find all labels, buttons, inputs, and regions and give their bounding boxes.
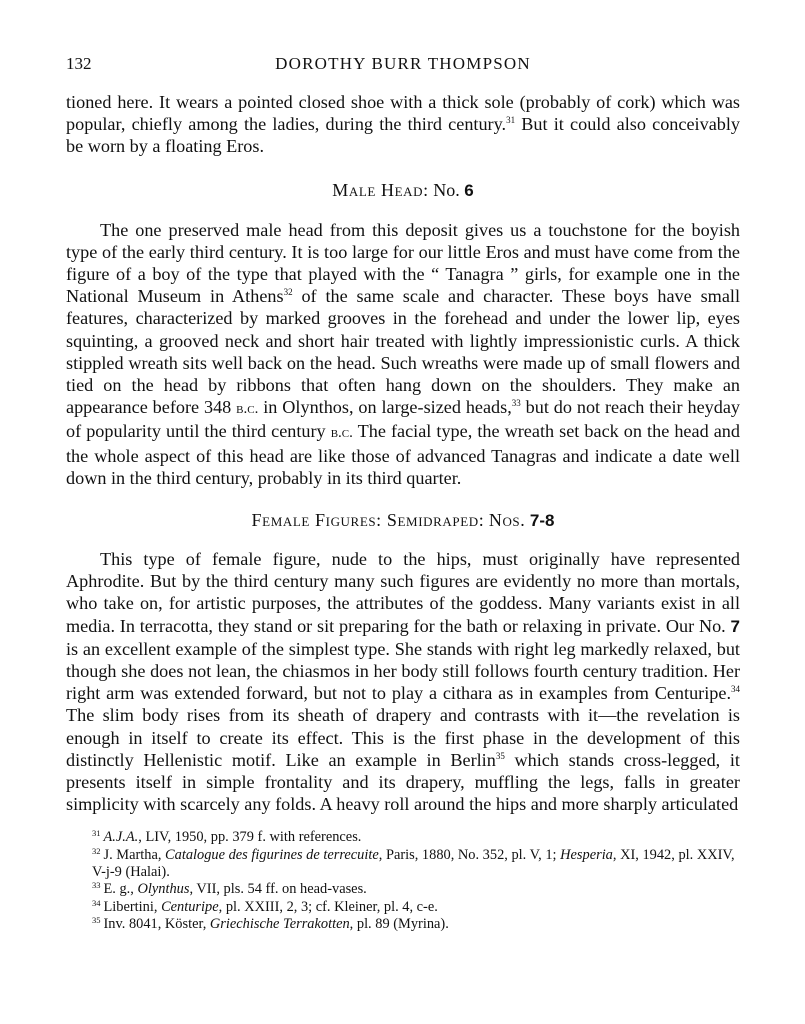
footnote-ref-31: 31	[506, 115, 516, 126]
paragraph-text: The one preserved male head from this deposit gives us a touchstone for the boyish type of the early third century. It is too large for our little Eros and must have come from the figure of a boy of the type that played with the “ Tanagra ” girls, for example one in the National Museum in Athens	[66, 219, 740, 307]
page-number: 132	[66, 54, 92, 73]
footnote-35	[92, 916, 740, 933]
running-head	[66, 50, 740, 74]
heading-number: 7-8	[529, 511, 555, 531]
section-heading-female-figures	[66, 510, 740, 531]
footnote-text: Libertini,	[103, 898, 162, 915]
footnote-mark: 32	[92, 845, 101, 856]
paragraph-text: which stands cross-legged, it presents itself in simple frontality and its drapery, muffling the legs, falls in greater simplicity with scarcely any folds. A heavy roll around the hips and more sharply articulated	[66, 749, 740, 815]
running-title: DOROTHY BURR THOMPSON	[275, 54, 531, 73]
footnote-ref-32: 32	[283, 287, 293, 298]
paragraph-female-figures	[66, 548, 740, 815]
footnote-text: J. Martha,	[103, 846, 166, 863]
footnote-text: , LIV, 1950, pp. 379 f. with references.	[138, 829, 362, 846]
footnote-italic: Griechische Terrakotten	[209, 915, 350, 932]
footnote-italic: A.J.A.	[103, 829, 139, 846]
paragraph-text: The slim body rises from its sheath of drapery and contrasts with it—the revelation is enough in itself to create its effect. This is the first phase in the development of this distinctly Hellenistic motif. Like an example in Berlin	[66, 705, 740, 770]
heading-number: 6	[464, 180, 474, 200]
paragraph-male-head	[66, 219, 740, 489]
page	[66, 50, 740, 933]
era-abbr: b.c.	[236, 401, 259, 418]
paragraph-text: This type of female figure, nude to the hips, must originally have represented Aphrodite. But by the third century many such figures are evidently no more than mortals, who take on, for artistic purposes, the attributes of the goddess. Many variants exist in all media. In terracotta, they stand or sit preparing for the bath or relaxing in private. Our No.	[66, 549, 740, 636]
footnote-mark: 31	[92, 828, 101, 839]
footnote-text: E. g.,	[103, 881, 138, 898]
footnote-34	[92, 899, 740, 916]
heading-no: Nos.	[488, 510, 526, 531]
paragraph-text: but do not reach their heyday of popularity until the third century	[66, 397, 740, 442]
heading-label: Male Head:	[332, 179, 429, 200]
footnote-mark: 34	[92, 897, 101, 908]
paragraph-text: of the same scale and character. These boys have small features, characterized by marked grooves in the forehead and under the lower lip, eyes squinting, a grooved neck and short hair treated with lightly impressionistic curls. A thick stippled wreath sits well back on the head. Such wreaths were made up of small flowers and tied on the head by ribbons that often hang down on the shoulders. They make an appearance before 348	[66, 286, 740, 418]
era-abbr: b.c.	[330, 425, 353, 442]
footnote-ref-35: 35	[495, 750, 505, 761]
footnote-text: , VII, pls. 54 ff. on head-vases.	[189, 881, 367, 898]
catalogue-number: 7	[730, 616, 740, 636]
footnote-mark: 33	[92, 880, 101, 891]
paragraph-text: is an excellent example of the simplest type. She stands with right leg markedly relaxed, but though she does not lean, the chiasmos in her body still follows fourth century tradition. Her right arm was extended forward, but not to play a cithara as in examples from Centuripe.	[66, 638, 740, 704]
footnote-italic: Olynthus	[137, 881, 190, 898]
footnote-31	[92, 829, 740, 846]
footnote-italic: Catalogue des figurines de terrecuite	[165, 846, 379, 863]
footnote-32	[92, 847, 740, 882]
footnote-ref-33: 33	[511, 398, 521, 409]
footnote-33	[92, 881, 740, 898]
footnotes	[66, 829, 740, 933]
footnote-text: , Paris, 1880, No. 352, pl. V, 1;	[378, 846, 561, 863]
paragraph-text: The facial type, the wreath set back on the head and the whole aspect of this head are like those of advanced Tanagras and indicate a date well down in the third century, probably in its third quarter.	[66, 421, 740, 488]
heading-label: Female Figures: Semidraped:	[251, 510, 485, 531]
footnote-ref-34: 34	[731, 684, 740, 695]
footnote-text: Inv. 8041, Köster,	[103, 915, 210, 932]
footnote-text: , pl. XXIII, 2, 3; cf. Kleiner, pl. 4, c-e.	[218, 898, 438, 915]
footnote-italic: Hesperia	[560, 846, 613, 863]
footnote-mark: 35	[92, 914, 101, 925]
heading-no: No.	[433, 179, 460, 200]
section-heading-male-head	[66, 180, 740, 201]
paragraph-continued	[66, 91, 740, 158]
paragraph-text: in Olynthos, on large-sized heads,	[258, 397, 512, 418]
footnote-italic: Centuripe	[161, 898, 219, 915]
footnote-text: , pl. 89 (Myrina).	[349, 915, 449, 932]
paragraph-text: tioned here. It wears a pointed closed shoe with a thick sole (probably of cork) which was popular, chiefly among the ladies, during the third century.	[66, 92, 740, 135]
paragraph-text: But it could also conceivably be worn by a floating Eros.	[66, 114, 741, 157]
footnote-text: , XI, 1942, pl. XXIV, V-j-9 (Halai).	[92, 846, 735, 881]
